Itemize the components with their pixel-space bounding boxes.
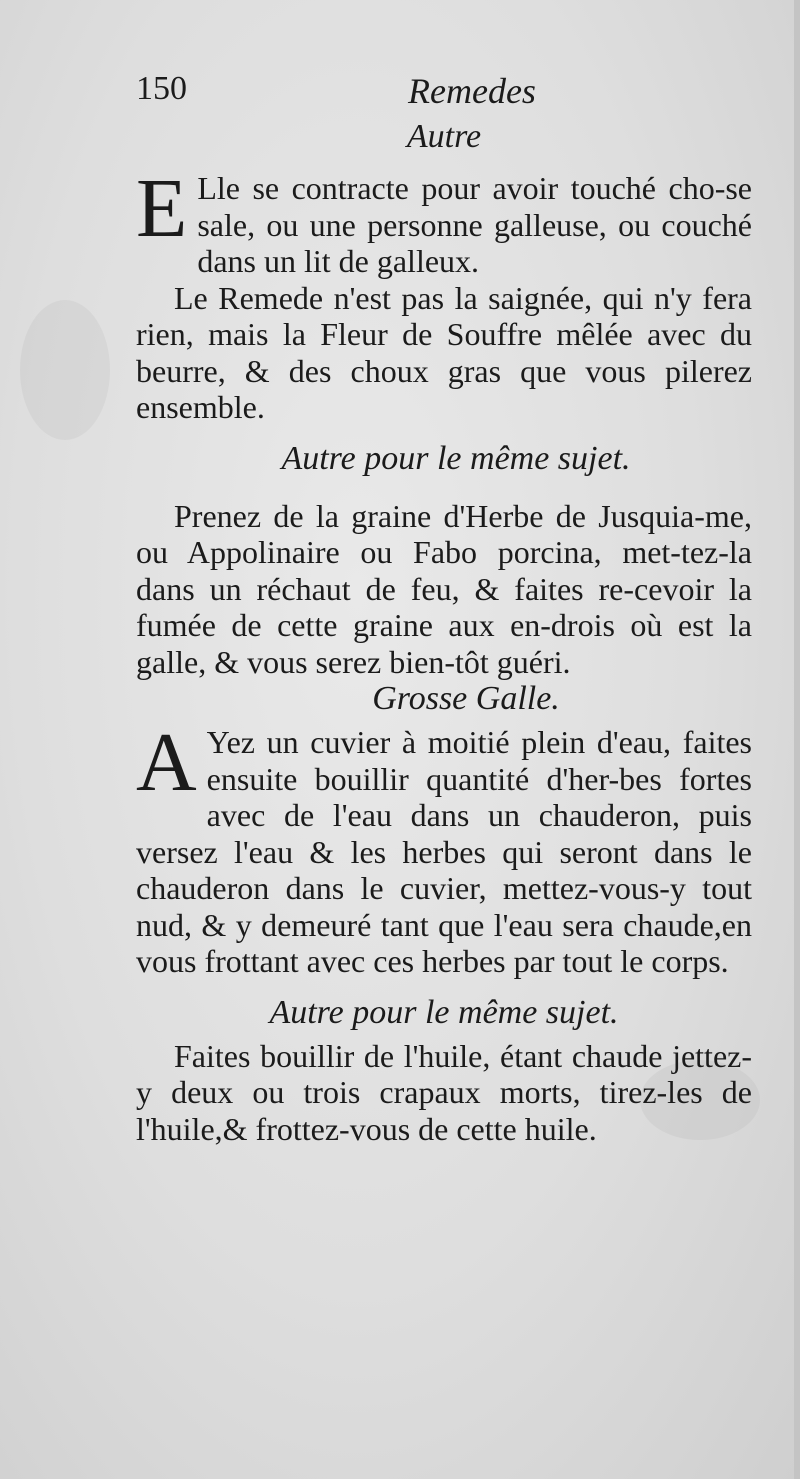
paragraph (136, 716, 752, 980)
paragraph-text: Lle se contracte pour avoir touché cho-se sale, ou une personne galleuse, ou couché dans un lit de galleux. (197, 170, 752, 279)
text-block (136, 118, 752, 1147)
running-head: Remedes (408, 71, 536, 111)
page-header (136, 70, 756, 110)
paper-stain (20, 300, 110, 440)
paragraph-text: Yez un cuvier à moitié plein d'eau, faites ensuite bouillir quantité d'her-bes fortes avec de l'eau dans un chauderon, puis versez l'eau & les herbes qui seront dans le chauderon dans le cuvier, mettez-vous-y tout nud, & y demeuré tant que l'eau sera chaude,en vous frottant avec ces herbes par tout le corps. (136, 724, 752, 979)
paragraph: Faites bouillir de l'huile, étant chaude jettez-y deux ou trois crapaux morts, tirez-les de l'huile,& frottez-vous de cette huile. (136, 1037, 752, 1147)
drop-cap: E (136, 162, 188, 255)
section-heading: Autre (406, 118, 482, 155)
paragraph: Prenez de la graine d'Herbe de Jusquia-me, ou Appolinaire ou Fabo porcina, met-tez-la dans un réchaut de feu, & faites re-cevoir la fumée de cette graine aux en-drois où est la galle, & vous serez bien-tôt guéri. (136, 497, 752, 680)
section-heading: Autre pour le même sujet. (269, 993, 619, 1031)
paragraph: Le Remede n'est pas la saignée, qui n'y fera rien, mais la Fleur de Souffre mêlée avec du beurre, & des choux gras que vous pilerez ensemble. (136, 279, 752, 425)
section-heading: Grosse Galle. (372, 680, 560, 717)
drop-cap: A (136, 716, 197, 809)
paragraph (136, 162, 752, 280)
section-heading: Autre pour le même sujet. (281, 439, 631, 477)
page-number: 150 (136, 70, 187, 107)
